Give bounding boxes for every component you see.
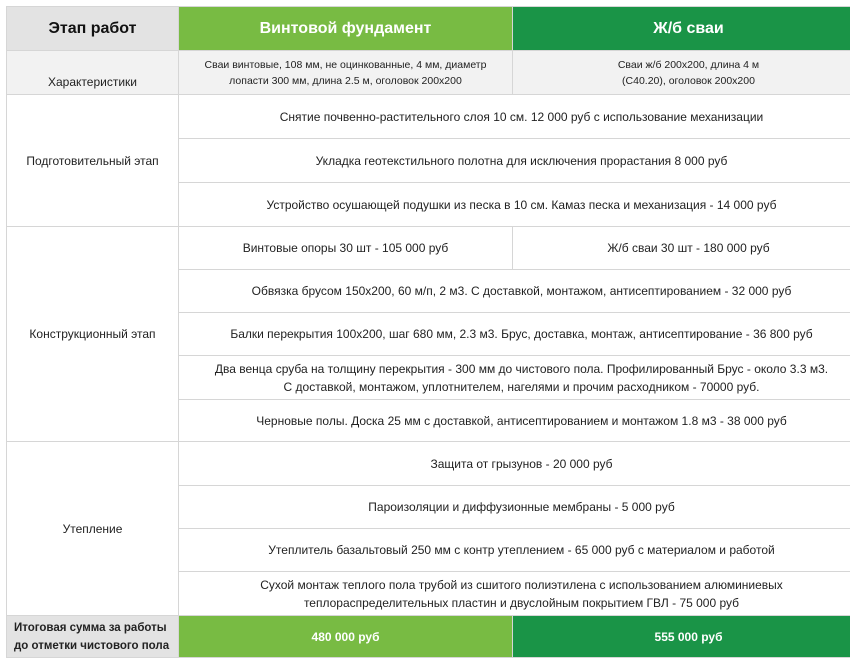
constr-row-timber: Обвязка брусом 150х200, 60 м/п, 2 м3. С доставкой, монтажом, антисептированием - 32 000 руб (179, 270, 850, 313)
insul-row-rodent: Защита от грызунов - 20 000 руб (179, 442, 850, 486)
insul-row-warm-floor-line2: теплораспределительных пластин и двуслойным покрытием ГВЛ - 75 000 руб (303, 595, 740, 610)
pile-characteristics-line2: (С40.20), оголовок 200х200 (622, 74, 755, 87)
stage-constr-label: Конструкционный этап (7, 227, 179, 442)
total-screw: 480 000 руб (179, 616, 513, 658)
table-row (7, 227, 850, 270)
pile-characteristics (513, 51, 850, 95)
total-label-line2: до отметки чистового пола (14, 639, 170, 652)
header-stage: Этап работ (7, 7, 179, 51)
screw-characteristics-line1: Сваи винтовые, 108 мм, не оцинкованные, 4 мм, диаметр (204, 58, 487, 71)
insul-row-warm-floor (179, 572, 850, 616)
insul-row-basalt: Утеплитель базальтовый 250 мм с контр утеплением - 65 000 руб с материалом и работой (179, 529, 850, 572)
constr-row-crowns-line1: Два венца сруба на толщину перекрытия - 300 мм до чистового пола. Профилированный Брус - около 3.3 м3. (214, 361, 829, 376)
constr-row-crowns (179, 356, 850, 400)
table-row (7, 442, 850, 486)
characteristics-row (7, 51, 850, 95)
total-label (7, 616, 179, 658)
prep-row-geotextile: Укладка геотекстильного полотна для исключения прорастания 8 000 руб (179, 139, 850, 183)
constr-pile-supports: Ж/б сваи 30 шт - 180 000 руб (513, 227, 850, 270)
pile-characteristics-line1: Сваи ж/б 200х200, длина 4 м (617, 58, 760, 71)
insul-row-warm-floor-line1: Сухой монтаж теплого пола трубой из сшитого полиэтилена с использованием алюминиевых (260, 577, 783, 592)
foundation-comparison-table (6, 6, 850, 658)
total-label-line1: Итоговая сумма за работы (14, 621, 167, 634)
header-concrete-piles: Ж/б сваи (513, 7, 850, 51)
constr-row-subfloor: Черновые полы. Доска 25 мм с доставкой, антисептированием и монтажом 1.8 м3 - 38 000 руб (179, 400, 850, 442)
total-row (7, 616, 850, 658)
constr-screw-supports: Винтовые опоры 30 шт - 105 000 руб (179, 227, 513, 270)
screw-characteristics (179, 51, 513, 95)
screw-characteristics-line2: лопасти 300 мм, длина 2.5 м, оголовок 200х200 (229, 74, 462, 87)
header-screw-foundation: Винтовой фундамент (179, 7, 513, 51)
constr-row-crowns-line2: С доставкой, монтажом, уплотнителем, нагелями и прочим расходником - 70000 руб. (283, 379, 760, 394)
prep-row-soil: Снятие почвенно-растительного слоя 10 см. 12 000 руб с использование механизации (179, 95, 850, 139)
total-pile: 555 000 руб (513, 616, 850, 658)
insul-row-membrane: Пароизоляции и диффузионные мембраны - 5 000 руб (179, 486, 850, 529)
prep-row-sand-cushion: Устройство осушающей подушки из песка в 10 см. Камаз песка и механизация - 14 000 руб (179, 183, 850, 227)
stage-insul-label: Утепление (7, 442, 179, 616)
header-row (7, 7, 850, 51)
characteristics-label: Характеристики (7, 51, 179, 95)
constr-row-beams: Балки перекрытия 100х200, шаг 680 мм, 2.3 м3. Брус, доставка, монтаж, антисептирование - 36 800 руб (179, 313, 850, 356)
table-row (7, 95, 850, 139)
stage-prep-label: Подготовительный этап (7, 95, 179, 227)
